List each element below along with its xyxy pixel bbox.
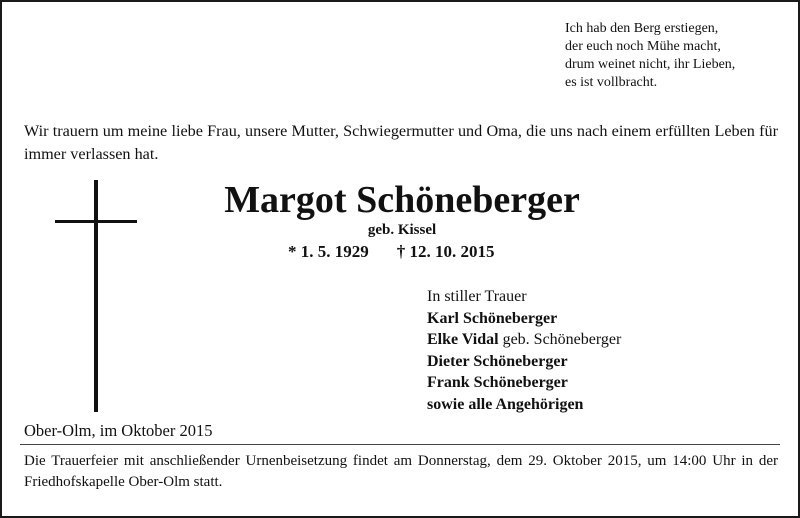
divider — [20, 444, 780, 445]
mourner-name: sowie alle Angehörigen — [427, 395, 584, 413]
intro-text: Wir trauern um meine liebe Frau, unsere Mutter, Schwiegermutter und Oma, die uns nach einem erfüllten Leben für immer verlassen hat. — [24, 122, 778, 163]
life-dates — [288, 242, 495, 262]
ceremony-info: Die Trauerfeier mit anschließender Urnenbeisetzung findet am Donnerstag, dem 29. Oktober 2015, um 14:00 Uhr in der Friedhofskapelle Ober-Olm statt. — [24, 453, 778, 490]
mourner-item — [427, 329, 621, 351]
poem-line: der euch noch Mühe macht, — [565, 39, 721, 54]
birth-date: * 1. 5. 1929 — [288, 242, 369, 261]
maiden-name: geb. Kissel — [367, 222, 437, 238]
death-date: † 12. 10. 2015 — [396, 242, 495, 261]
poem-line: es ist vollbracht. — [565, 75, 658, 90]
deceased-name: Margot Schöneberger — [224, 179, 580, 221]
place-and-date: Ober-Olm, im Oktober 2015 — [24, 421, 213, 440]
poem-line: Ich hab den Berg erstiegen, — [565, 21, 719, 36]
mourner-suffix: geb. Schöneberger — [498, 331, 622, 348]
memorial-poem — [565, 20, 735, 92]
mourner-name: Dieter Schöneberger — [427, 352, 568, 370]
mourner-name: Karl Schöneberger — [427, 309, 558, 327]
mourner-name: Elke Vidal — [427, 331, 499, 348]
mourners-heading: In stiller Trauer — [427, 288, 527, 305]
mourner-item — [427, 351, 621, 373]
mourner-name: Frank Schöneberger — [427, 374, 568, 391]
mourner-item — [427, 372, 621, 394]
poem-line: drum weinet nicht, ihr Lieben, — [565, 57, 736, 72]
mourners-block — [427, 286, 621, 415]
mourner-item — [427, 308, 621, 330]
mourner-item — [427, 394, 621, 416]
